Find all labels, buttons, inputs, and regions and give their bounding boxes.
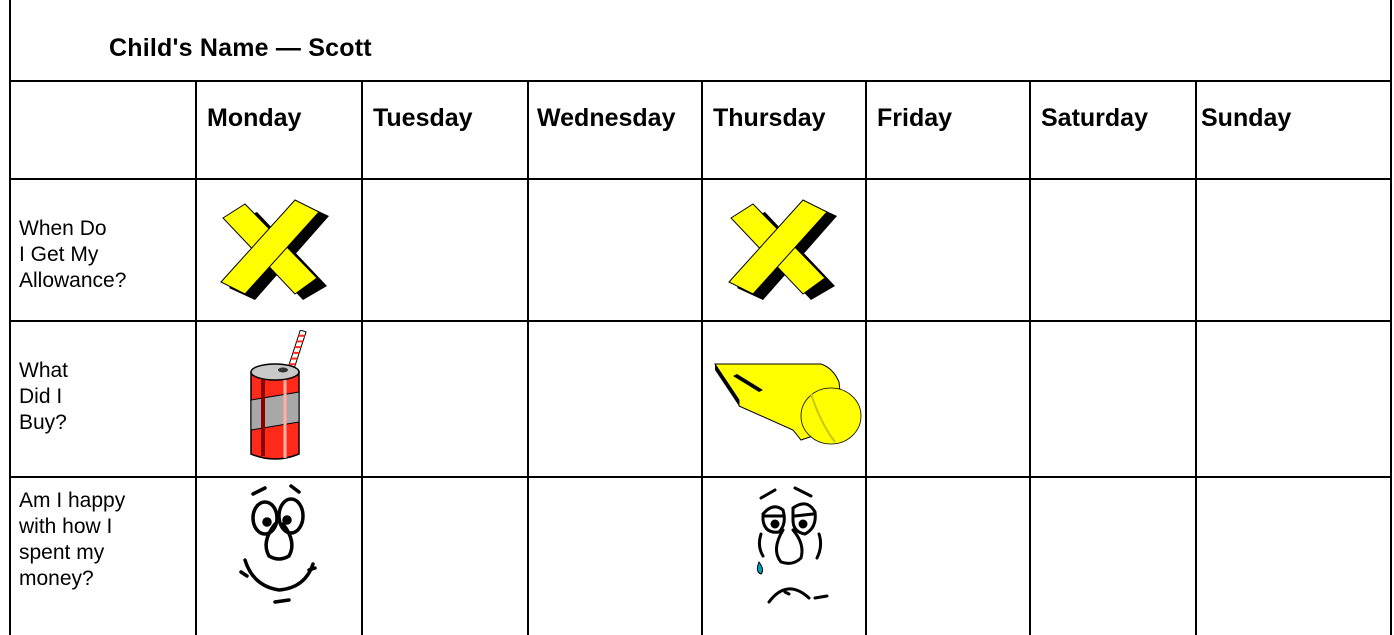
cell-happiness-tuesday [363, 478, 529, 635]
cell-allowance-wednesday [529, 180, 703, 322]
cell-allowance-thursday [703, 180, 867, 322]
cell-allowance-tuesday [363, 180, 529, 322]
cell-purchase-wednesday [529, 322, 703, 478]
row-label-allowance: When Do I Get My Allowance? [9, 180, 197, 322]
cell-allowance-monday [197, 180, 363, 322]
cell-allowance-friday [867, 180, 1031, 322]
cell-purchase-monday [197, 322, 363, 478]
cell-happiness-sunday [1197, 478, 1392, 635]
whistle-icon [711, 360, 867, 460]
cell-purchase-sunday [1197, 322, 1392, 478]
cell-happiness-saturday [1031, 478, 1197, 635]
day-header-monday: Monday [197, 82, 363, 180]
cell-happiness-monday [197, 478, 363, 635]
sad-face-icon [743, 480, 843, 610]
day-header-friday: Friday [867, 82, 1031, 180]
row-label-happiness: Am I happy with how I spent my money? [9, 478, 197, 635]
cell-happiness-thursday [703, 478, 867, 635]
x-mark-icon [215, 190, 335, 310]
chart-title: Child's Name — Scott [109, 34, 372, 62]
day-header-tuesday: Tuesday [363, 82, 529, 180]
soda-can-icon [245, 330, 315, 470]
row-label-purchase: What Did I Buy? [9, 322, 197, 478]
header-corner-cell [9, 82, 197, 180]
cell-purchase-tuesday [363, 322, 529, 478]
happy-face-icon [235, 480, 335, 610]
cell-happiness-friday [867, 478, 1031, 635]
day-header-sunday: Sunday [1197, 82, 1392, 180]
cell-allowance-saturday [1031, 180, 1197, 322]
cell-purchase-saturday [1031, 322, 1197, 478]
cell-purchase-thursday [703, 322, 867, 478]
x-mark-icon [723, 190, 843, 310]
title-row [9, 0, 1392, 82]
cell-purchase-friday [867, 322, 1031, 478]
day-header-wednesday: Wednesday [529, 82, 703, 180]
cell-allowance-sunday [1197, 180, 1392, 322]
day-header-thursday: Thursday [703, 82, 867, 180]
day-header-saturday: Saturday [1031, 82, 1197, 180]
cell-happiness-wednesday [529, 478, 703, 635]
